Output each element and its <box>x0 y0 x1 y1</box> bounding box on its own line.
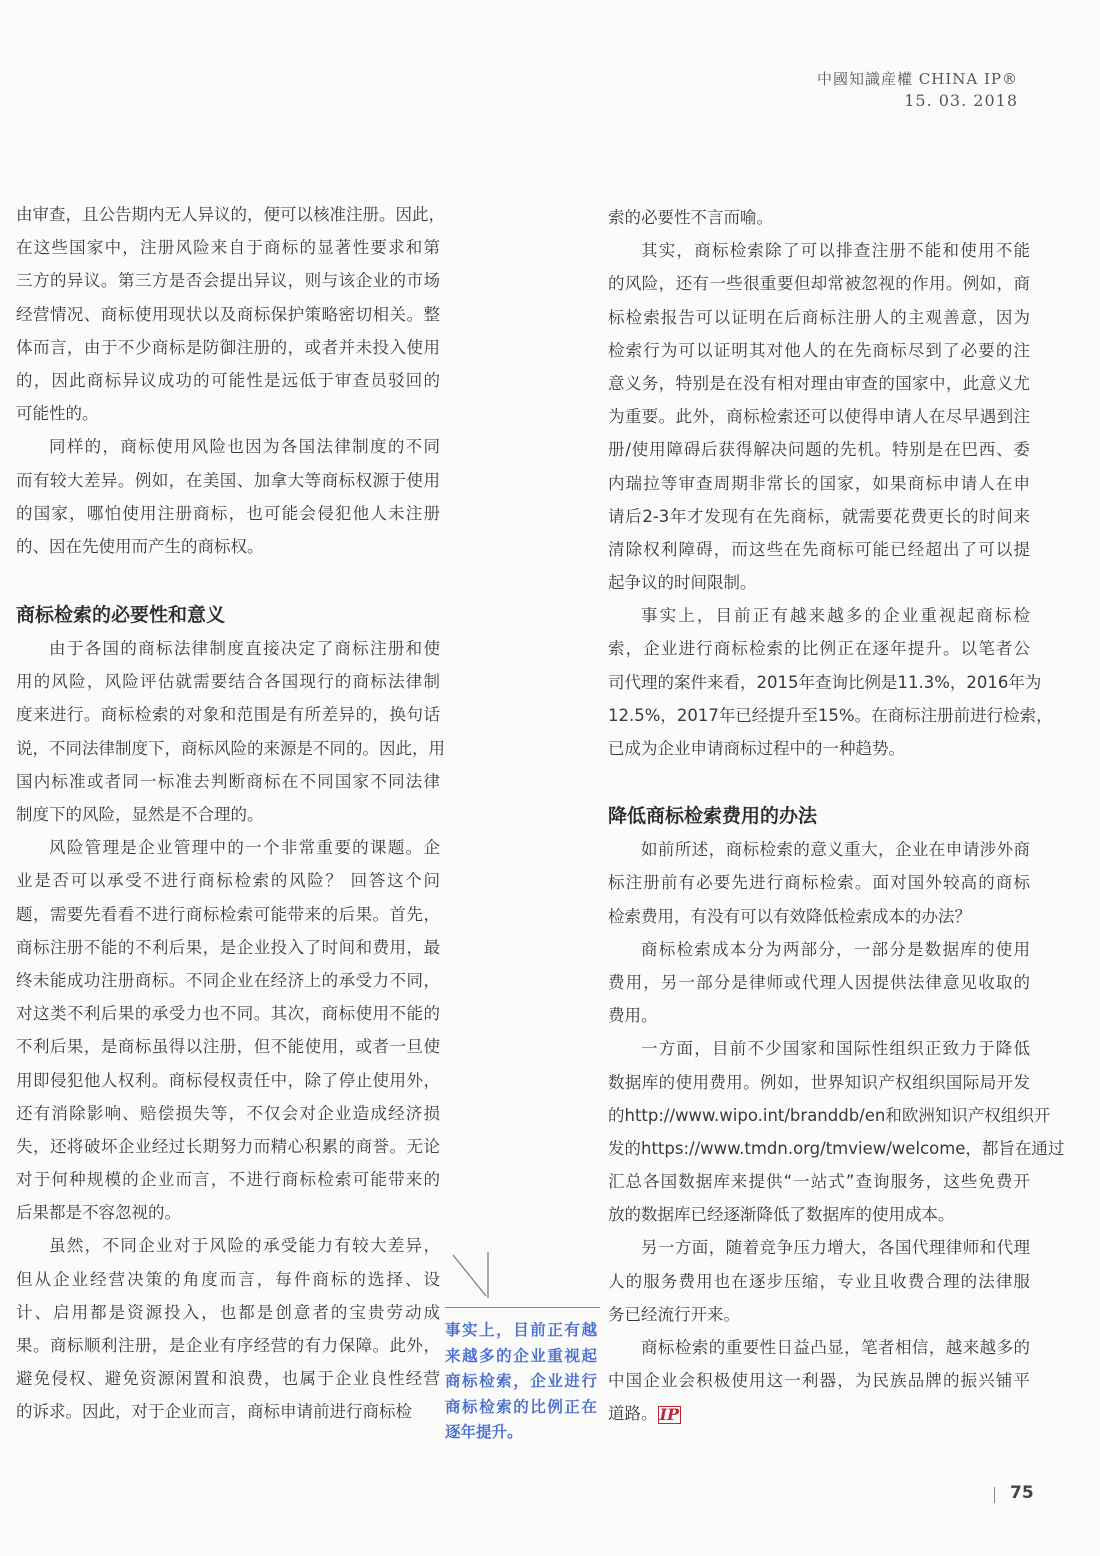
text-line-content: 汇总各国数据库来提供“一站式”查询服务，这些免费开 <box>608 1172 1030 1192</box>
text-line-content: 终未能成功注册商标。不同企业在经济上的承受力不同， <box>16 970 440 990</box>
text-line-content: 但从企业经营决策的角度而言，每件商标的选择、设 <box>16 1269 440 1289</box>
text-line <box>16 964 440 997</box>
pull-quote <box>445 1318 597 1446</box>
text-line-content: 后果都是不容忽视的。 <box>16 1203 181 1223</box>
text-line-content: 商标检索成本分为两部分，一部分是数据库的使用 <box>641 939 1030 959</box>
text-line <box>608 1066 1030 1099</box>
text-line <box>16 1229 440 1262</box>
text-line-content: 说，不同法律制度下，商标风险的来源是不同的。因此，用 <box>16 738 445 758</box>
text-line <box>608 1231 1030 1264</box>
text-line-content: 的，因此商标异议成功的可能性是远低于审查员驳回的 <box>16 370 440 390</box>
text-line <box>16 864 440 897</box>
text-line-content: 的诉求。因此，对于企业而言，商标申请前进行商标检 <box>16 1402 412 1422</box>
left-column <box>16 198 445 1429</box>
text-line-content: 风险管理是企业管理中的一个非常重要的课题。企 <box>49 838 440 858</box>
paragraph <box>16 831 440 1229</box>
paragraph <box>608 1032 1065 1231</box>
text-line <box>16 1163 440 1196</box>
text-line <box>16 364 440 397</box>
text-line-content: 虽然，不同企业对于风险的承受能力有较大差异， <box>49 1236 440 1256</box>
text-line <box>608 966 1030 999</box>
text-line-content: 业是否可以承受不进行商标检索的风险？ 回答这个问 <box>16 871 440 891</box>
text-line <box>608 1331 1030 1364</box>
text-line <box>608 334 1030 367</box>
text-line <box>608 533 1030 566</box>
text-line <box>608 833 1030 866</box>
text-line <box>608 1132 1065 1165</box>
text-line <box>16 1329 440 1362</box>
paragraph <box>608 234 1030 599</box>
text-line-content: 司代理的案件来看，2015年查询比例是11.3%，2016年为 <box>608 672 1042 692</box>
text-line-content: 为重要。此外，商标检索还可以使得申请人在尽早遇到注 <box>608 407 1030 427</box>
paragraph <box>608 833 1030 933</box>
text-line <box>16 530 440 563</box>
text-line-content: 用的风险，风险评估就需要结合各国现行的商标法律制 <box>16 672 440 692</box>
text-line <box>16 665 440 698</box>
text-line <box>16 732 445 765</box>
text-line <box>608 467 1030 500</box>
text-line-content: 费用。 <box>608 1006 658 1026</box>
text-line <box>16 264 440 297</box>
text-line-content: 发的https://www.tmdn.org/tmview/welcome，都旨在通过 <box>608 1138 1065 1158</box>
text-line <box>16 1362 440 1395</box>
text-line <box>608 599 1030 632</box>
text-line-content: 册/使用障碍后获得解决问题的先机。特别是在巴西、委 <box>608 440 1030 460</box>
text-line-content: 在这些国家中，注册风险来自于商标的显著性要求和第 <box>16 238 440 258</box>
text-line-content: 费用，另一部分是律师或代理人因提供法律意见收取的 <box>608 972 1030 992</box>
right-column <box>608 201 1065 1431</box>
text-line-content: 清除权利障碍，而这些在先商标可能已经超出了可以提 <box>608 539 1030 559</box>
text-line <box>608 234 1030 267</box>
pull-quote-line: 商标检索的比例正在 <box>445 1397 597 1416</box>
text-line-content: 不利后果，是商标虽得以注册，但不能使用，或者一旦使 <box>16 1037 440 1057</box>
text-line <box>608 1198 1030 1231</box>
text-line-content: 索，企业进行商标检索的比例正在逐年提升。以笔者公 <box>608 639 1030 659</box>
paragraph <box>16 198 445 430</box>
text-line <box>16 798 440 831</box>
publication-name: 中國知識産權 CHINA IP® <box>817 70 1018 88</box>
text-line-content: 而有较大差异。例如，在美国、加拿大等商标权源于使用 <box>16 470 440 490</box>
text-line-content: 务已经流行开来。 <box>608 1304 740 1324</box>
paragraph <box>608 201 1030 234</box>
text-line <box>16 1064 440 1097</box>
text-line <box>16 632 440 665</box>
text-line-content: 经营情况、商标使用现状以及商标保护策略密切相关。整 <box>16 304 440 324</box>
text-line-content: 避免侵权、避免资源闲置和浪费，也属于企业良性经营 <box>16 1369 440 1389</box>
text-line-content: 请后2-3年才发现有在先商标，就需要花费更长的时间来 <box>608 506 1030 526</box>
paragraph <box>16 1229 440 1428</box>
paragraph <box>16 430 440 563</box>
text-line <box>608 201 1030 234</box>
issue-date: 15. 03. 2018 <box>904 91 1018 110</box>
text-line <box>608 433 1030 466</box>
text-line <box>16 1196 440 1229</box>
text-line <box>608 933 1030 966</box>
text-line <box>608 866 1030 899</box>
text-line-content: 国内标准或者同一标准去判断商标在不同国家不同法律 <box>16 771 440 791</box>
text-line <box>16 397 440 430</box>
text-line <box>16 1296 440 1329</box>
text-line-content: 的国家，哪怕使用注册商标，也可能会侵犯他人未注册 <box>16 503 440 523</box>
text-line-content: 计、启用都是资源投入，也都是创意者的宝贵劳动成 <box>16 1302 440 1322</box>
text-line-content: 由于各国的商标法律制度直接决定了商标注册和使 <box>49 639 440 659</box>
paragraph <box>608 1231 1030 1331</box>
text-line <box>16 464 440 497</box>
text-line <box>16 997 440 1030</box>
text-line-content: 起争议的时间限制。 <box>608 573 757 593</box>
ip-end-mark-logo: IP <box>659 1404 680 1424</box>
text-line <box>16 765 440 798</box>
text-line <box>16 831 440 864</box>
text-line-content: 对这类不利后果的承受力也不同。其次，商标使用不能的 <box>16 1004 440 1024</box>
text-line <box>16 1263 440 1296</box>
pull-quote-line: 事实上，目前正有越 <box>445 1321 597 1339</box>
text-line <box>16 931 440 964</box>
text-line-content: 三方的异议。第三方是否会提出异议，则与该企业的市场 <box>16 271 440 291</box>
pull-quote-line: 逐年提升。 <box>445 1423 523 1441</box>
text-line-content: 题，需要先看看不进行商标检索可能带来的后果。首先， <box>16 904 440 924</box>
text-line <box>608 267 1030 300</box>
text-line-content: 失，还将破坏企业经过长期努力而精心积累的商誉。无论 <box>16 1136 440 1156</box>
pull-quote-line: 来越多的企业重视起 <box>445 1346 597 1365</box>
text-line-content: 可能性的。 <box>16 404 99 424</box>
arrow-down-right-icon <box>450 1252 495 1302</box>
paragraph <box>608 933 1030 1033</box>
text-line-content: 意义务，特别是在没有相对理由审查的国家中，此意义尤 <box>608 373 1030 393</box>
text-line <box>16 1030 440 1063</box>
text-line-content: 内瑞拉等审查周期非常长的国家，如果商标申请人在申 <box>608 473 1030 493</box>
callout-divider <box>445 1307 600 1308</box>
paragraph <box>608 1331 1030 1431</box>
text-line-content: 对于何种规模的企业而言，不进行商标检索可能带来的 <box>16 1170 440 1190</box>
text-line-content: 的、因在先使用而产生的商标权。 <box>16 536 264 556</box>
text-line-content: 体而言，由于不少商标是防御注册的，或者并未投入使用 <box>16 337 440 357</box>
text-line-content: 度来进行。商标检索的对象和范围是有所差异的，换句话 <box>16 705 440 725</box>
text-line <box>16 497 440 530</box>
text-line <box>608 400 1030 433</box>
text-line <box>608 732 1030 765</box>
text-line-content: 另一方面，随着竞争压力增大，各国代理律师和代理 <box>641 1238 1030 1258</box>
text-line <box>16 898 440 931</box>
text-line <box>608 900 1030 933</box>
pull-quote-line: 商标检索，企业进行 <box>445 1372 597 1390</box>
text-line <box>608 1165 1030 1198</box>
text-line-content: 数据库的使用费用。例如，世界知识产权组织国际局开发 <box>608 1072 1030 1092</box>
text-line <box>16 198 445 231</box>
text-line <box>16 698 440 731</box>
text-line <box>608 1364 1030 1397</box>
text-line <box>608 632 1030 665</box>
paragraph <box>608 599 1053 765</box>
text-line <box>16 1097 440 1130</box>
text-line-content: 标检索报告可以证明在后商标注册人的主观善意，因为 <box>608 307 1030 327</box>
text-line <box>608 1298 1030 1331</box>
text-line-content: 果。商标顺利注册，是企业有序经营的有力保障。此外， <box>16 1336 440 1355</box>
text-line <box>608 367 1030 400</box>
text-line <box>16 1395 440 1428</box>
text-line <box>608 999 1030 1032</box>
text-line-content: 道路。 <box>608 1404 658 1424</box>
page-number: 75 <box>1010 1483 1034 1503</box>
text-line-content: 如前所述，商标检索的意义重大，企业在申请涉外商 <box>641 840 1030 860</box>
text-line-content: 用即侵犯他人权利。商标侵权责任中，除了停止使用外， <box>16 1070 440 1090</box>
text-line-content: 标注册前有必要先进行商标检索。面对国外较高的商标 <box>608 873 1030 893</box>
text-line-content: 商标检索的重要性日益凸显，笔者相信，越来越多的 <box>641 1338 1030 1357</box>
text-line <box>16 298 440 331</box>
paragraph <box>16 632 445 831</box>
page-number-divider <box>994 1487 995 1503</box>
text-line <box>608 566 1030 599</box>
text-line <box>16 231 440 264</box>
text-line-content: 放的数据库已经逐渐降低了数据库的使用成本。 <box>608 1205 955 1225</box>
text-line-content: 事实上，目前正有越来越多的企业重视起商标检 <box>641 606 1030 626</box>
text-line-content: 12.5%，2017年已经提升至15%。在商标注册前进行检索， <box>608 705 1053 725</box>
text-line <box>608 1099 1051 1132</box>
text-line-content: 已成为企业申请商标过程中的一种趋势。 <box>608 739 905 758</box>
text-line-content: 人的服务费用也在逐步压缩，专业且收费合理的法律服 <box>608 1271 1030 1291</box>
text-line-content: 制度下的风险，显然是不合理的。 <box>16 805 264 824</box>
text-line-content: 一方面，目前不少国家和国际性组织正致力于降低 <box>641 1039 1030 1059</box>
text-line <box>16 1130 440 1163</box>
text-line-content: 的http://www.wipo.int/branddb/en和欧洲知识产权组织开 <box>608 1105 1051 1125</box>
text-line-content: 同样的，商标使用风险也因为各国法律制度的不同 <box>49 437 440 457</box>
text-line-content: 索的必要性不言而喻。 <box>608 208 773 227</box>
text-line <box>608 699 1053 732</box>
section-heading: 降低商标检索费用的办法 <box>608 805 818 828</box>
text-line-content: 中国企业会积极使用这一利器，为民族品牌的振兴铺平 <box>608 1371 1030 1391</box>
text-line <box>608 301 1030 334</box>
text-line-content: 检索费用，有没有可以有效降低检索成本的办法？ <box>608 906 971 926</box>
text-line-content: 检索行为可以证明其对他人的在先商标尽到了必要的注 <box>608 340 1030 360</box>
text-line <box>16 331 440 364</box>
text-line-content: 由审查，且公告期内无人异议的，便可以核准注册。因此， <box>16 205 445 224</box>
text-line <box>608 1265 1030 1298</box>
text-line-content: 其实，商标检索除了可以排查注册不能和使用不能 <box>641 241 1030 261</box>
text-line-content: 商标注册不能的不利后果，是企业投入了时间和费用，最 <box>16 937 440 957</box>
section-heading: 商标检索的必要性和意义 <box>16 604 226 627</box>
text-line <box>608 1032 1030 1065</box>
text-line-content: 的风险，还有一些很重要但却常被忽视的作用。例如，商 <box>608 274 1030 294</box>
text-line <box>608 1397 1030 1430</box>
text-line <box>608 666 1042 699</box>
text-line <box>608 500 1030 533</box>
text-line-content: 还有消除影响、赔偿损失等，不仅会对企业造成经济损 <box>16 1103 440 1123</box>
text-line <box>16 430 440 463</box>
